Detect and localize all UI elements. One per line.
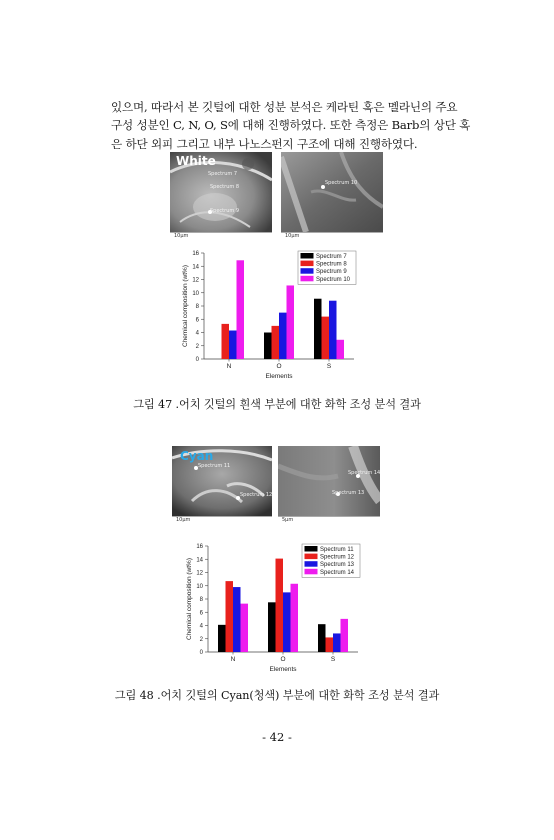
x-tick-label: S xyxy=(330,656,336,663)
scale-bar xyxy=(170,232,272,241)
bar xyxy=(226,581,234,652)
x-tick-label: N xyxy=(230,656,236,663)
y-tick-label: 0 xyxy=(199,650,203,657)
x-tick-label: O xyxy=(280,656,286,663)
x-tick-label: O xyxy=(276,363,282,370)
composition-chart-cyan xyxy=(172,538,372,676)
legend-label: Spectrum 8 xyxy=(316,261,347,268)
bar xyxy=(326,637,334,652)
legend-label: Spectrum 9 xyxy=(316,269,347,276)
scale-bar xyxy=(278,516,380,525)
y-tick-label: 12 xyxy=(192,277,199,284)
spectrum-label: Spectrum 10 xyxy=(325,180,358,186)
legend-label: Spectrum 12 xyxy=(320,554,355,561)
legend-label: Spectrum 14 xyxy=(320,569,355,576)
legend-swatch xyxy=(305,561,318,567)
bar xyxy=(272,326,280,359)
y-tick-label: 16 xyxy=(196,544,203,551)
y-tick-label: 12 xyxy=(196,570,203,577)
scale-label: 5μm xyxy=(282,517,294,523)
bar xyxy=(314,299,322,359)
bar xyxy=(291,584,299,652)
bar xyxy=(264,333,272,360)
y-axis-label: Chemical composition (wt%) xyxy=(182,265,189,347)
spectrum-label: Spectrum 11 xyxy=(198,463,231,469)
legend-swatch xyxy=(305,546,318,552)
page-number: - 42 - xyxy=(262,730,292,744)
spectrum-label: Spectrum 12 xyxy=(240,492,272,498)
scale-bar xyxy=(172,516,272,525)
y-tick-label: 8 xyxy=(195,304,199,311)
y-tick-label: 14 xyxy=(196,557,203,564)
figure-caption: 그림 48 .어치 깃털의 Cyan(청색) 부분에 대한 화학 조성 분석 결과 xyxy=(114,689,440,702)
y-tick-label: 10 xyxy=(196,583,203,590)
scale-label: 10μm xyxy=(176,517,191,523)
y-tick-label: 4 xyxy=(195,330,199,337)
figure-caption: 그림 47 .어치 깃털의 흰색 부분에 대한 화학 조성 분석 결과 xyxy=(133,398,421,411)
bar xyxy=(337,340,345,359)
body-paragraph xyxy=(111,98,471,153)
sem-image-white-right xyxy=(281,152,383,232)
legend-swatch xyxy=(301,268,314,274)
legend-label: Spectrum 13 xyxy=(320,562,355,569)
y-tick-label: 16 xyxy=(192,251,199,258)
bar xyxy=(329,301,337,359)
sem-tag-white: White xyxy=(176,154,216,168)
scale-label: 10μm xyxy=(285,233,300,239)
paragraph-line: 있으며, 따라서 본 깃털에 대한 성분 분석은 케라틴 혹은 멜라닌의 주요 xyxy=(111,100,458,114)
legend-label: Spectrum 7 xyxy=(316,254,347,260)
x-tick-label: N xyxy=(226,363,232,370)
scale-bar xyxy=(281,232,383,241)
sem-image-white-left xyxy=(170,152,272,232)
spectrum-label: Spectrum 13 xyxy=(332,490,365,496)
bar xyxy=(287,285,295,359)
y-tick-label: 14 xyxy=(192,264,199,271)
sem-image-cyan-right xyxy=(278,446,380,516)
bar xyxy=(276,559,284,652)
bar xyxy=(229,331,237,359)
legend-label: Spectrum 11 xyxy=(320,547,354,553)
bar xyxy=(318,624,326,652)
bar xyxy=(233,587,241,652)
bar xyxy=(333,633,341,652)
spectrum-label: Spectrum 8 xyxy=(210,184,239,190)
y-tick-label: 6 xyxy=(199,610,203,617)
bar xyxy=(283,592,291,652)
paragraph-line: 은 하단 외피 그리고 내부 나노스펀지 구조에 대해 진행하였다. xyxy=(111,136,418,151)
y-tick-label: 10 xyxy=(192,290,199,297)
legend-swatch xyxy=(301,253,314,259)
bar xyxy=(268,602,276,652)
bar xyxy=(222,324,230,359)
paragraph-line: 구성 성분인 C, N, O, S에 대해 진행하였다. 또한 측정은 Barb의 상단 혹 xyxy=(111,118,471,133)
spectrum-label: Spectrum 14 xyxy=(348,470,380,476)
x-axis-label: Elements xyxy=(269,666,297,673)
y-tick-label: 0 xyxy=(195,357,199,364)
spectrum-label: Spectrum 7 xyxy=(208,171,237,177)
y-axis-label: Chemical composition (wt%) xyxy=(186,558,193,640)
legend-swatch xyxy=(301,276,314,282)
sem-image-cyan-left xyxy=(172,446,272,516)
y-tick-label: 2 xyxy=(195,343,199,350)
x-axis-label: Elements xyxy=(265,373,293,380)
legend-label: Spectrum 10 xyxy=(316,276,351,283)
bar xyxy=(279,313,287,359)
y-tick-label: 2 xyxy=(199,636,203,643)
bar xyxy=(322,317,330,359)
legend-swatch xyxy=(305,569,318,575)
scale-label: 10μm xyxy=(174,233,189,239)
bar xyxy=(237,260,245,359)
sem-tag-cyan: Cyan xyxy=(180,449,214,463)
y-tick-label: 4 xyxy=(199,623,203,630)
y-tick-label: 6 xyxy=(195,317,199,324)
y-tick-label: 8 xyxy=(199,597,203,604)
bar xyxy=(341,619,349,652)
composition-chart-white xyxy=(170,244,370,384)
bar xyxy=(241,604,249,652)
x-tick-label: S xyxy=(326,363,332,370)
legend-swatch xyxy=(301,261,314,267)
bar xyxy=(218,625,226,652)
spectrum-label: Spectrum 9 xyxy=(210,208,239,214)
legend-swatch xyxy=(305,554,318,560)
